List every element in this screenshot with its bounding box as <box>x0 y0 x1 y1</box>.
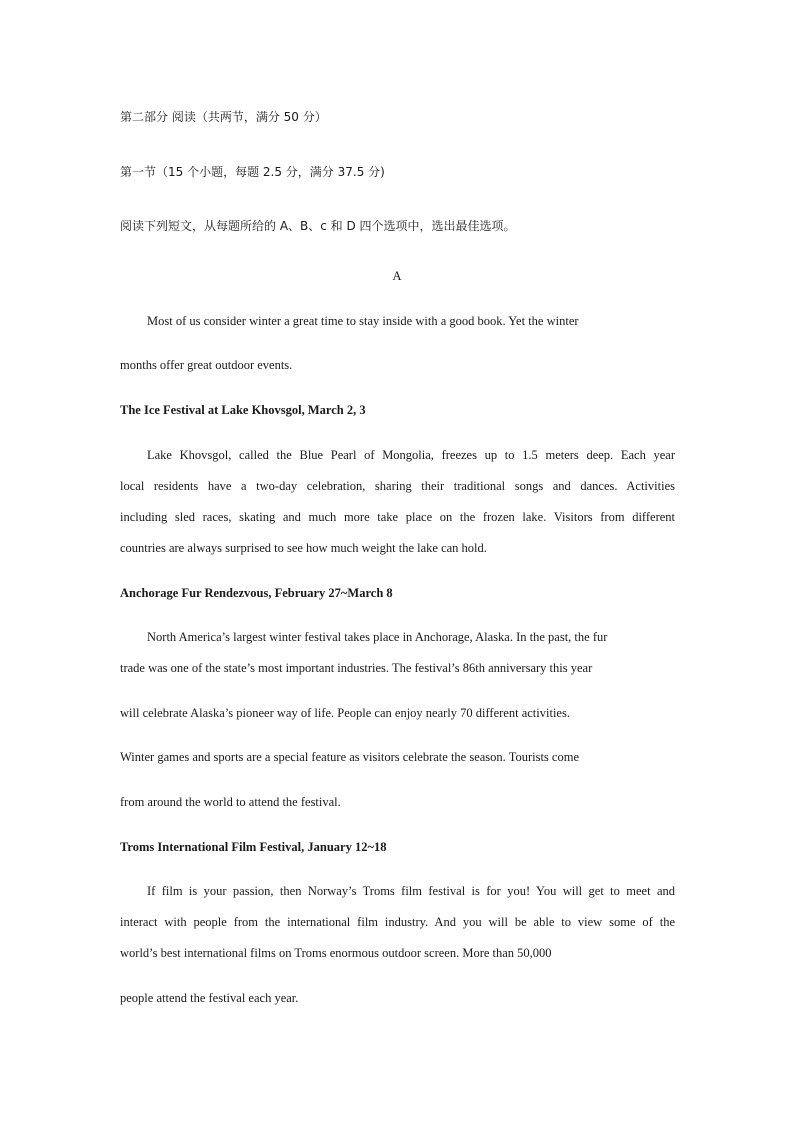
paragraph-line: interact with people from the international film industry. And you will be able to view some of the <box>120 915 675 929</box>
paragraph-line: including sled races, skating and much more take place on the frozen lake. Visitors from different <box>120 510 675 524</box>
intro-line: months offer great outdoor events. <box>120 358 293 372</box>
section-heading-ice-festival: The Ice Festival at Lake Khovsgol, March 2, 3 <box>120 403 366 417</box>
paragraph-line: Winter games and sports are a special feature as visitors celebrate the season. Tourists come <box>120 750 579 764</box>
part-title: 第二部分 阅读（共两节，满分 50 分） <box>120 110 327 124</box>
paragraph-line: North America’s largest winter festival takes place in Anchorage, Alaska. In the past, the fur <box>147 630 608 644</box>
paragraph-line: countries are always surprised to see how much weight the lake can hold. <box>120 541 487 555</box>
paragraph-line: local residents have a two-day celebration, sharing their traditional songs and dances. Activities <box>120 479 675 493</box>
paragraph-line: from around the world to attend the festival. <box>120 795 341 809</box>
section-heading-fur-rendezvous: Anchorage Fur Rendezvous, February 27~March 8 <box>120 586 393 600</box>
paragraph-line: If film is your passion, then Norway’s Troms film festival is for you! You will get to meet and <box>147 884 675 898</box>
paragraph-line: trade was one of the state’s most important industries. The festival’s 86th anniversary this year <box>120 661 593 675</box>
instructions: 阅读下列短文，从每题所给的 A、B、c 和 D 四个选项中，选出最佳选项。 <box>120 219 516 233</box>
section-heading-film-festival: Troms International Film Festival, January 12~18 <box>120 840 387 854</box>
intro-line: Most of us consider winter a great time to stay inside with a good book. Yet the winter <box>147 314 579 328</box>
paragraph-line: will celebrate Alaska’s pioneer way of life. People can enjoy nearly 70 different activities. <box>120 706 570 720</box>
paragraph-line: people attend the festival each year. <box>120 991 299 1005</box>
passage-label: A <box>392 269 402 283</box>
paragraph-line: Lake Khovsgol, called the Blue Pearl of Mongolia, freezes up to 1.5 meters deep. Each year <box>147 448 675 462</box>
paragraph-line: world’s best international films on Troms enormous outdoor screen. More than 50,000 <box>120 946 552 960</box>
section-title: 第一节（15 个小题，每题 2.5 分，满分 37.5 分) <box>120 165 385 179</box>
